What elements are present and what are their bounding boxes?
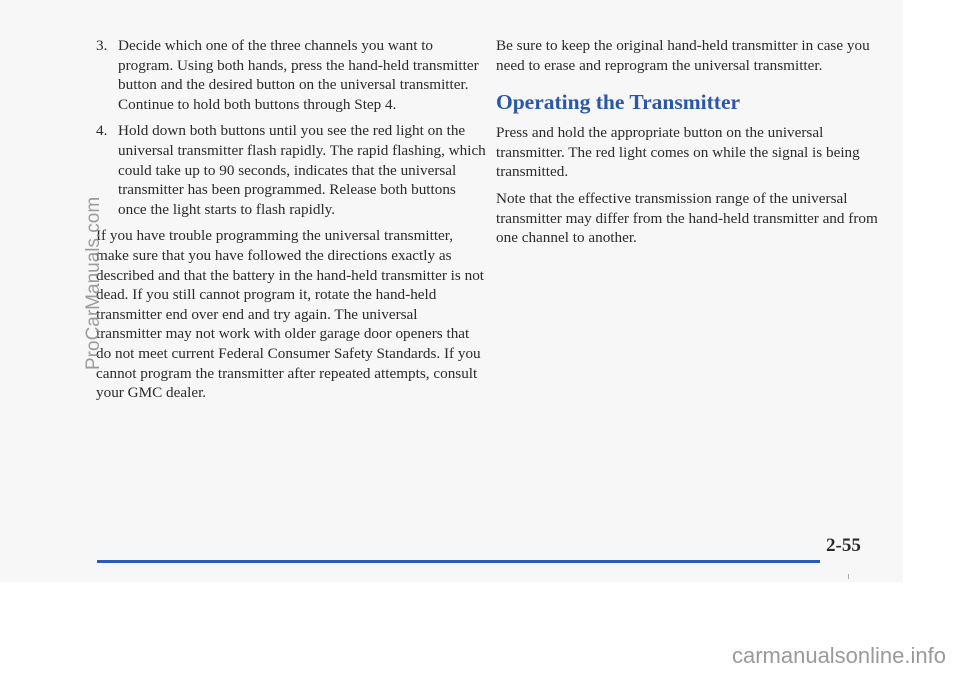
- step-text: Hold down both buttons until you see the red light on the universal transmitter flash rapidly. The rapid flashing, which could take up to 90 seconds, indicates that the universal transmitter has been programmed. Release both buttons once the light starts to flash rapidly.: [118, 122, 486, 218]
- side-watermark: ProCarManuals.com: [83, 196, 104, 370]
- section-heading: Operating the Transmitter: [496, 90, 741, 115]
- intro-paragraph: Be sure to keep the original hand-held transmitter in case you need to erase and reprogram the universal transmitter.: [496, 37, 870, 74]
- footer-rule: [97, 560, 820, 563]
- step-number: 3.: [96, 37, 108, 54]
- step-3: [96, 36, 486, 114]
- left-column: [96, 36, 486, 410]
- step-text: Decide which one of the three channels you want to program. Using both hands, press the hand-held transmitter button and the desired button on the universal transmitter. Continue to hold both buttons through Step 4.: [118, 37, 479, 113]
- step-4: [96, 121, 486, 219]
- right-column: [496, 36, 881, 255]
- page-number: 2-55: [826, 535, 861, 556]
- operating-paragraph-2: Note that the effective transmission range of the universal transmitter may differ from the hand-held transmitter and from one channel to another.: [496, 189, 878, 247]
- operating-paragraph-1: Press and hold the appropriate button on the universal transmitter. The red light comes on while the signal is being transmitted.: [496, 124, 860, 181]
- scan-mark: [848, 574, 849, 579]
- step-number: 4.: [96, 122, 108, 140]
- bottom-watermark: carmanualsonline.info: [731, 643, 946, 668]
- troubleshooting-paragraph: If you have trouble programming the universal transmitter, make sure that you have followed the directions exactly as described and that the battery in the hand-held transmitter is not dead. If you still cannot program it, rotate the hand-held transmitter end over end and try again. The universal transmitter may not work with older garage door openers that do not meet current Federal Consumer Safety Standards. If you cannot program the transmitter after repeated attempts, consult your GMC dealer.: [96, 227, 485, 402]
